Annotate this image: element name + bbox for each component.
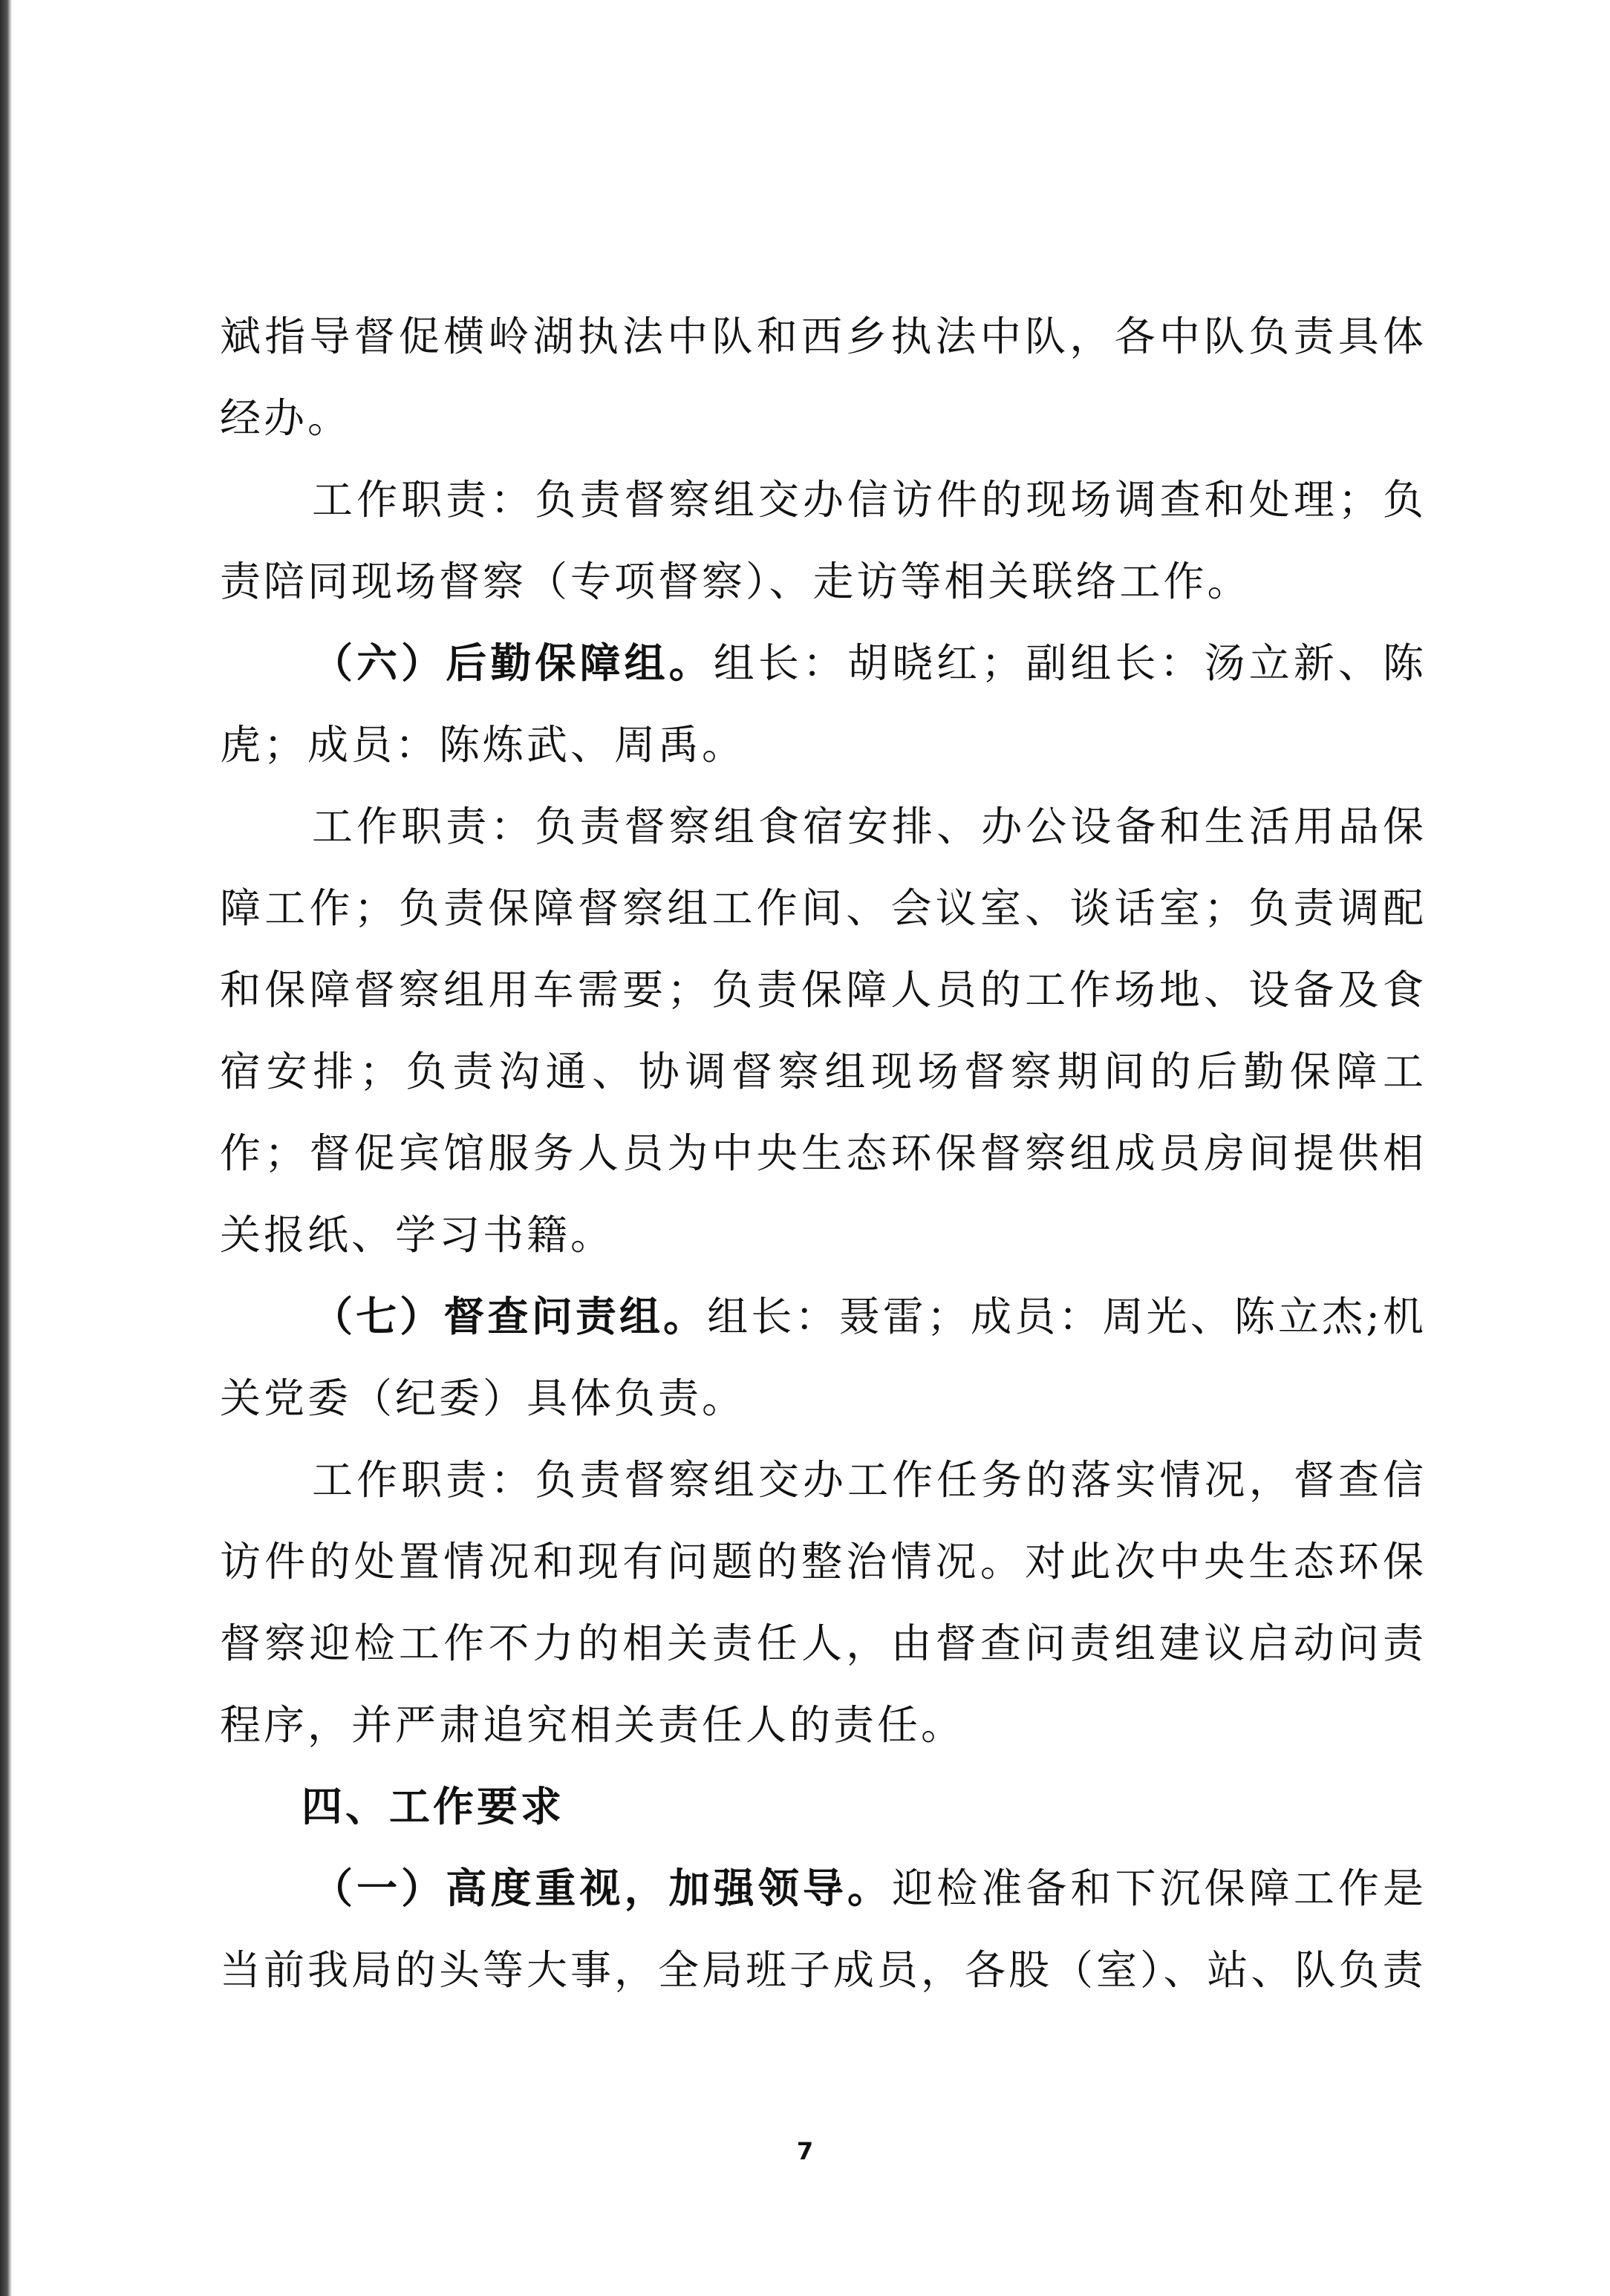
paragraph-text: 工作职责：负责督察组交办信访件的现场调查和处理；负责陪同现场督察（专项督察）、走访等相关联络工作。 bbox=[220, 476, 1427, 605]
paragraph-continuation bbox=[220, 296, 1427, 459]
document-body bbox=[220, 296, 1427, 2011]
paragraph-lead-bold: （六）后勤保障组。 bbox=[312, 639, 714, 687]
paragraph-text: 组长：聂雷；成员：周光、陈立杰;机关党委（纪委）具体负责。 bbox=[220, 1293, 1427, 1422]
paragraph-duties-accountability bbox=[220, 1439, 1427, 1766]
paragraph-duties-logistics bbox=[220, 786, 1427, 1276]
paragraph-requirement-one bbox=[220, 1847, 1427, 2011]
paragraph-lead-bold: （一）高度重视，加强领导。 bbox=[312, 1865, 893, 1912]
paragraph-lead-bold: （七）督查问责组。 bbox=[312, 1293, 708, 1340]
paragraph-text: 迎检准备和下沉保障工作是当前我局的头等大事，全局班子成员，各股（室）、站、队负责 bbox=[220, 1865, 1427, 1994]
page-number: 7 bbox=[796, 2137, 814, 2165]
paragraph-accountability-group bbox=[220, 1276, 1427, 1439]
paragraph-text: 组长：胡晓红；副组长：汤立新、陈虎；成员：陈炼武、周禹。 bbox=[220, 639, 1427, 769]
paragraph-logistics-group bbox=[220, 622, 1427, 786]
paragraph-text: 工作职责：负责督察组交办工作任务的落实情况，督查信访件的处置情况和现有问题的整治情况。对此次中央生态环保督察迎检工作不力的相关责任人，由督查问责组建议启动问责程序，并严肃追究相关责任人的责任。 bbox=[220, 1456, 1427, 1749]
paragraph-text: 斌指导督促横岭湖执法中队和西乡执法中队，各中队负责具体经办。 bbox=[220, 313, 1427, 442]
paragraph-duties-liaison bbox=[220, 459, 1427, 622]
paragraph-text: 工作职责：负责督察组食宿安排、办公设备和生活用品保障工作；负责保障督察组工作间、会议室、谈话室；负责调配和保障督察组用车需要；负责保障人员的工作场地、设备及食宿安排；负责沟通、协调督察组现场督察期间的后勤保障工作；督促宾馆服务人员为中央生态环保督察组成员房间提供相关报纸、学习书籍。 bbox=[220, 803, 1427, 1259]
section-heading: 四、工作要求 bbox=[302, 1783, 565, 1830]
scan-edge-shadow bbox=[0, 0, 12, 2296]
